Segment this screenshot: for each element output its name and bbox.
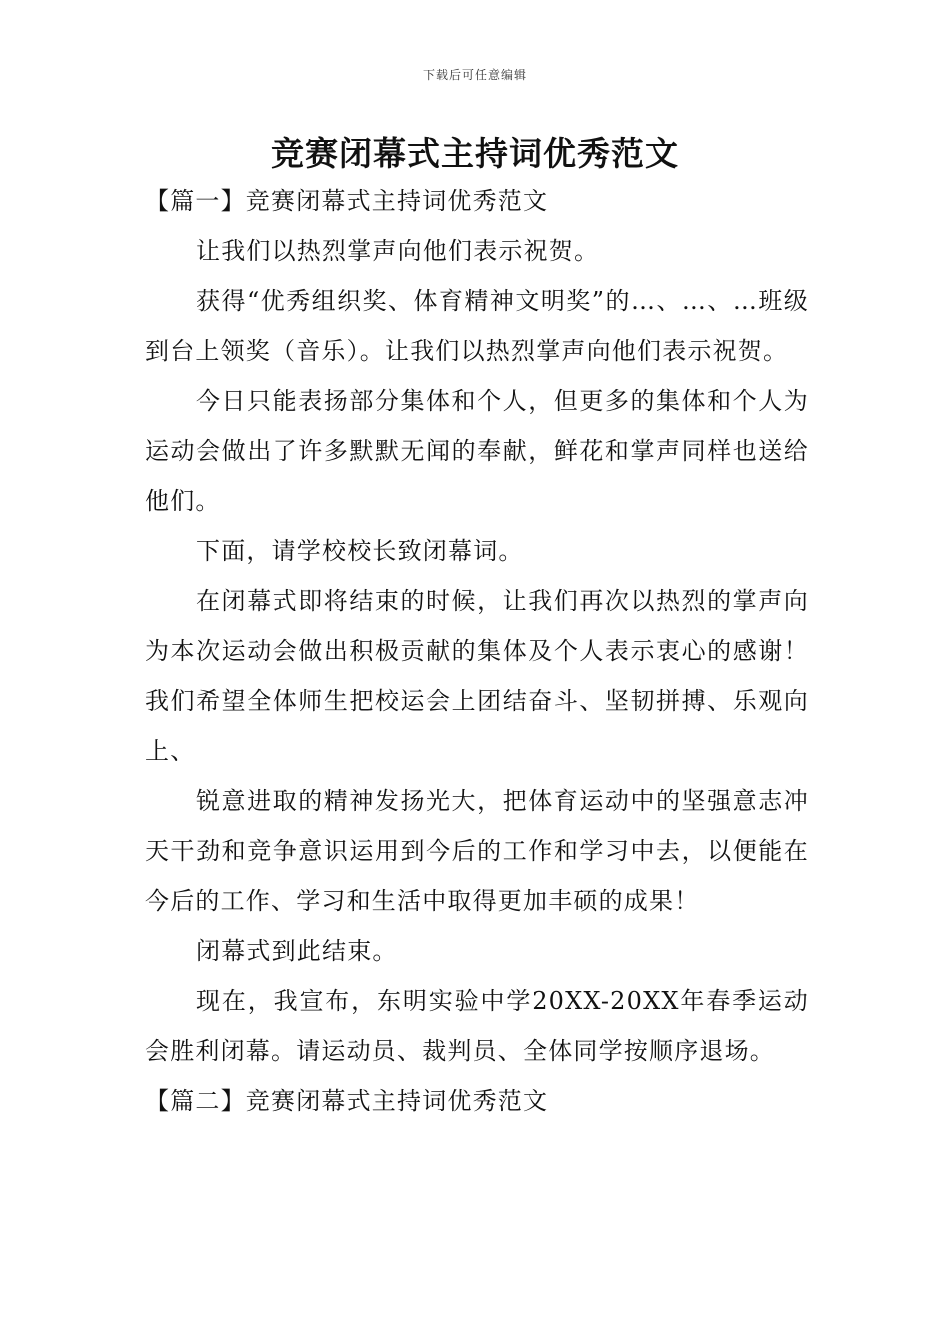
paragraph: 现在，我宣布，东明实验中学20XX-20XX年春季运动会胜利闭幕。请运动员、裁判员、全体同学按顺序退场。 bbox=[145, 987, 809, 1065]
section-heading-2: 【篇二】竞赛闭幕式主持词优秀范文 bbox=[145, 1087, 549, 1115]
document-body bbox=[145, 176, 809, 1126]
paragraph: 今日只能表扬部分集体和个人，但更多的集体和个人为运动会做出了许多默默无闻的奉献，鲜花和掌声同样也送给他们。 bbox=[145, 387, 809, 515]
section-heading-1: 【篇一】竞赛闭幕式主持词优秀范文 bbox=[145, 187, 549, 215]
paragraph: 在闭幕式即将结束的时候，让我们再次以热烈的掌声向为本次运动会做出积极贡献的集体及个人表示衷心的感谢！我们希望全体师生把校运会上团结奋斗、坚韧拼搏、乐观向上、 bbox=[145, 587, 809, 765]
document-title: 竞赛闭幕式主持词优秀范文 bbox=[271, 134, 679, 173]
paragraph: 锐意进取的精神发扬光大，把体育运动中的坚强意志冲天干劲和竞争意识运用到今后的工作和学习中去，以便能在今后的工作、学习和生活中取得更加丰硕的成果！ bbox=[145, 787, 809, 915]
paragraph: 闭幕式到此结束。 bbox=[196, 937, 398, 965]
paragraph: 让我们以热烈掌声向他们表示祝贺。 bbox=[196, 237, 600, 265]
paragraph: 获得“优秀组织奖、体育精神文明奖”的…、…、…班级到台上领奖（音乐）。让我们以热烈掌声向他们表示祝贺。 bbox=[145, 287, 809, 365]
paragraph: 下面，请学校校长致闭幕词。 bbox=[196, 537, 524, 565]
header-note: 下载后可任意编辑 bbox=[422, 68, 527, 82]
